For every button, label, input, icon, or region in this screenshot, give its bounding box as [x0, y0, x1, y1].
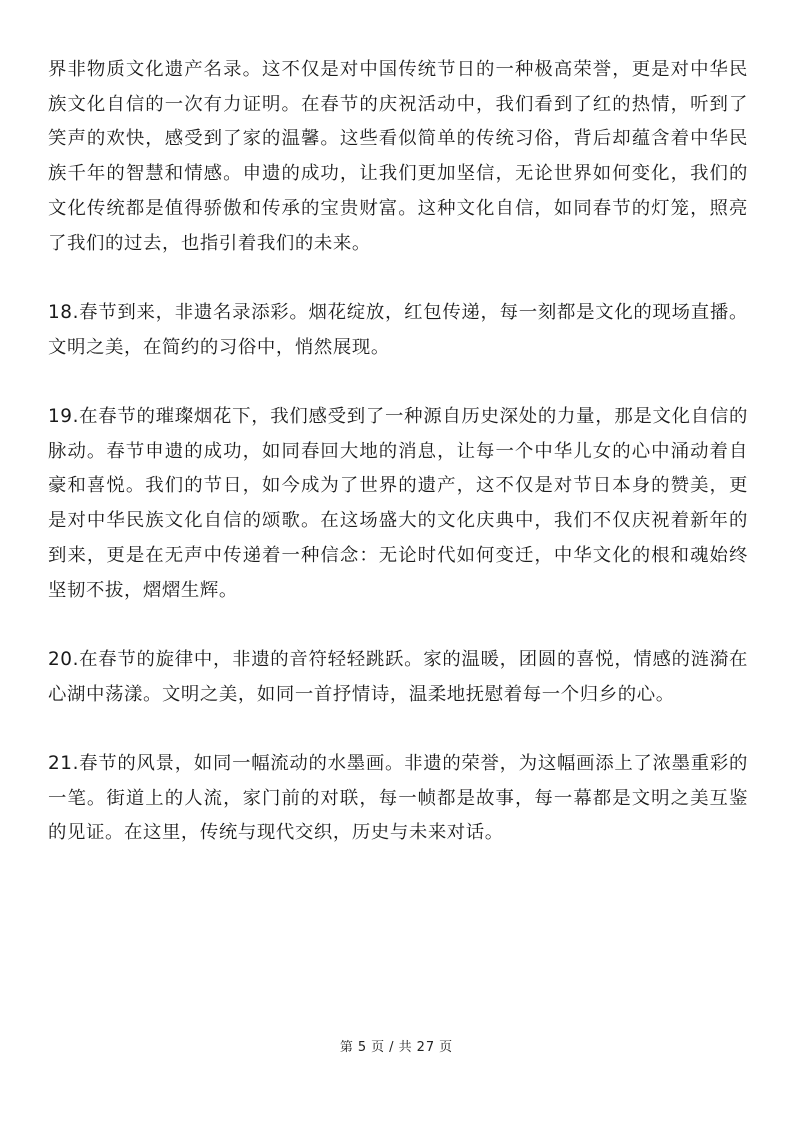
paragraph-number: 20.: [48, 648, 80, 670]
paragraph-number: 19.: [48, 406, 80, 427]
footer-separator: /: [389, 1040, 395, 1055]
paragraph-21: [48, 747, 748, 851]
footer-page-word: 页: [371, 1040, 386, 1055]
footer-suffix: 页: [439, 1040, 454, 1055]
paragraph-20: [48, 643, 748, 712]
page-footer: [0, 1039, 793, 1057]
document-body: [48, 53, 748, 851]
paragraph-text: 在春节的璀璨烟花下，我们感受到了一种源自历史深处的力量，那是文化自信的脉动。春节申遗的成功，如同春回大地的消息，让每一个中华儿女的心中涌动着自豪和喜悦。我们的节日，如今成为了世界的遗产，这不仅是对节日本身的赞美，更是对中华民族文化自信的颂歌。在这场盛大的文化庆典中，我们不仅庆祝着新年的到来，更是在无声中传递着一种信念：无论时代如何变迁，中华文化的根和魂始终坚韧不拔，熠熠生辉。: [48, 406, 748, 601]
footer-prefix: 第: [339, 1040, 354, 1055]
paragraph-text: 春节的风景，如同一幅流动的水墨画。非遗的荣誉，为这幅画添上了浓墨重彩的一笔。街道上的人流，家门前的对联，每一帧都是故事，每一幕都是文明之美互鉴的见证。在这里，传统与现代交织，历史与未来对话。: [48, 753, 748, 844]
paragraph-number: 18.: [48, 301, 80, 323]
paragraph-text: 在春节的旋律中，非遗的音符轻轻跳跃。家的温暖，团圆的喜悦，情感的涟漪在心湖中荡漾。文明之美，如同一首抒情诗，温柔地抚慰着每一个归乡的心。: [48, 648, 748, 705]
paragraph-text: 春节到来，非遗名录添彩。烟花绽放，红包传递，每一刻都是文化的现场直播。文明之美，在简约的习俗中，悄然展现。: [48, 301, 748, 358]
footer-total-prefix: 共: [398, 1040, 413, 1055]
current-page-number: 5: [357, 1040, 368, 1055]
total-page-count: 27: [416, 1040, 436, 1055]
paragraph-text: 界非物质文化遗产名录。这不仅是对中国传统节日的一种极高荣誉，更是对中华民族文化自信的一次有力证明。在春节的庆祝活动中，我们看到了红的热情，听到了笑声的欢快，感受到了家的温馨。这些看似简单的传统习俗，背后却蕴含着中华民族千年的智慧和情感。申遗的成功，让我们更加坚信，无论世界如何变化，我们的文化传统都是值得骄傲和传承的宝贵财富。这种文化自信，如同春节的灯笼，照亮了我们的过去，也指引着我们的未来。: [48, 59, 748, 254]
paragraph-18: [48, 296, 748, 365]
paragraph-19: [48, 400, 748, 608]
paragraph-continued: [48, 53, 748, 261]
paragraph-number: 21.: [48, 753, 80, 774]
